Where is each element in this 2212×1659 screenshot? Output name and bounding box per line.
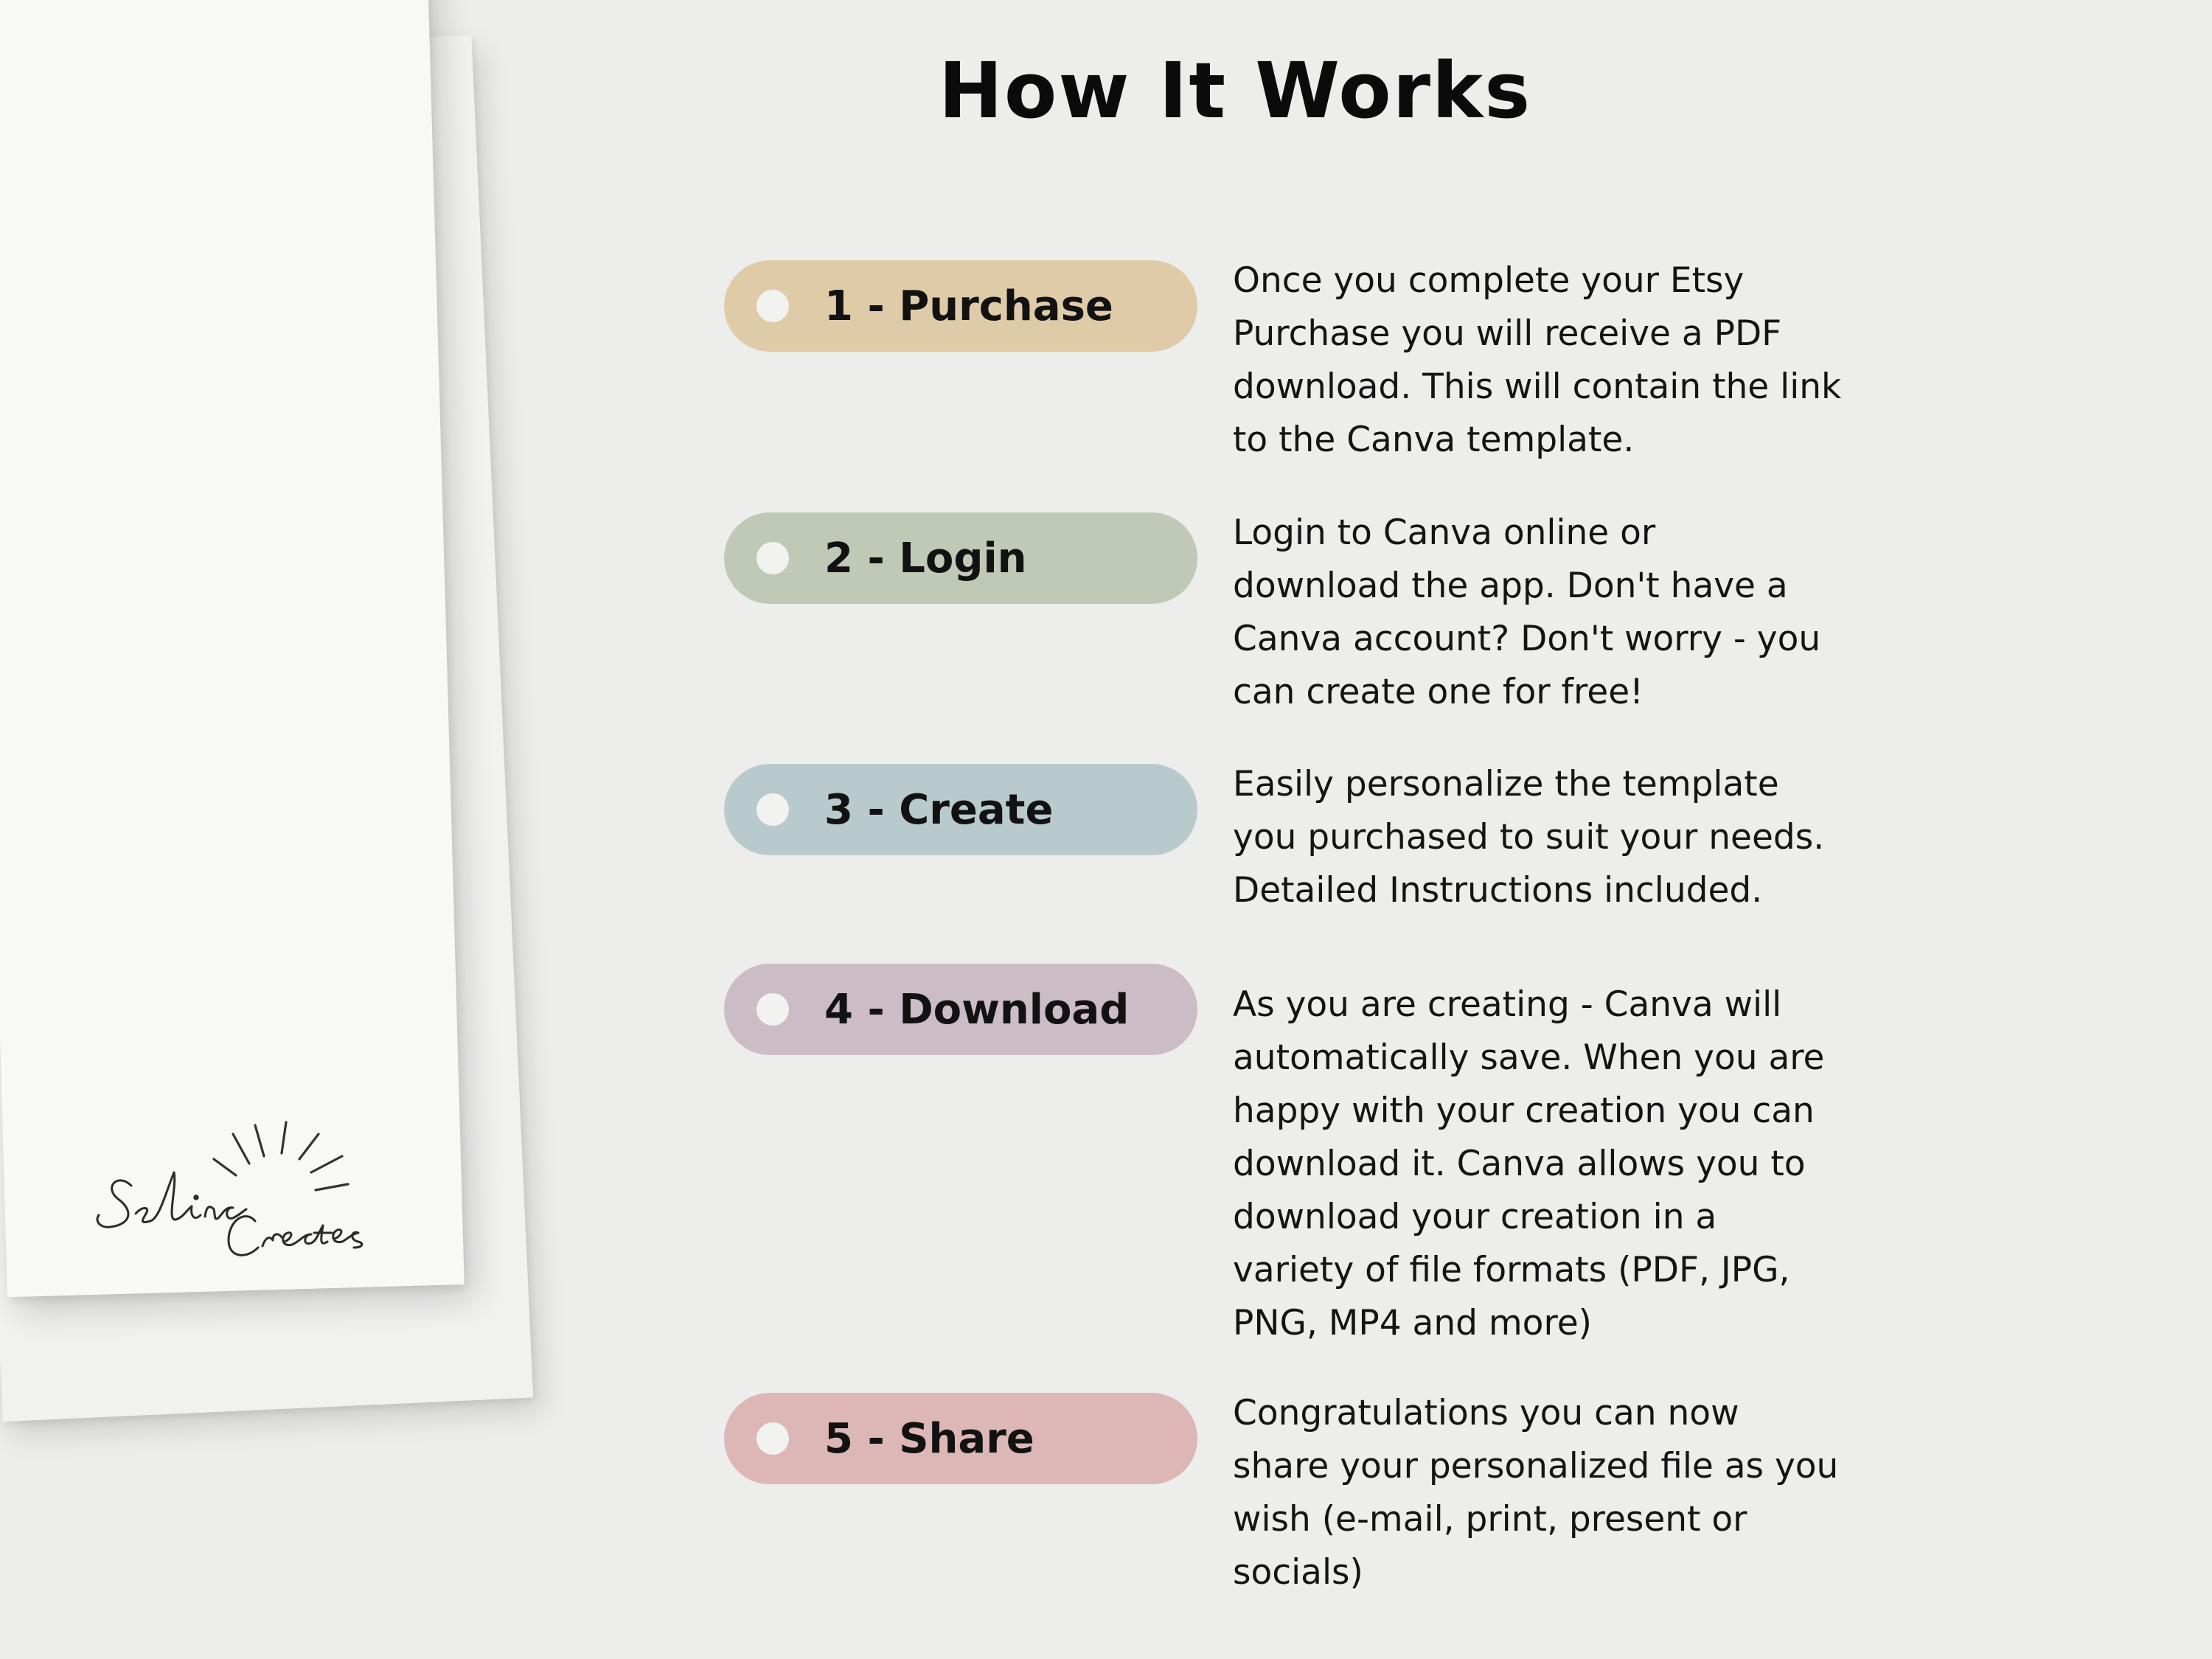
description-line: wish (e-mail, print, present or: [1233, 1499, 1747, 1540]
download-step-pill: [724, 964, 1197, 1055]
share-step-pill: [724, 1393, 1197, 1484]
selina-creates-logo: [88, 1077, 435, 1268]
step-label: 2 - Login: [824, 534, 1027, 582]
description-line: Purchase you will receive a PDF: [1233, 313, 1782, 354]
description-line: variety of file formats (PDF, JPG,: [1233, 1250, 1790, 1290]
description-line: you purchased to suit your needs.: [1233, 817, 1825, 858]
description-line: socials): [1233, 1552, 1363, 1593]
description-line: Login to Canva online or: [1233, 512, 1656, 553]
radio-dot-icon: [757, 290, 789, 322]
step-label: 5 - Share: [824, 1414, 1034, 1463]
description-line: As you are creating - Canva will: [1233, 984, 1782, 1025]
description-line: Once you complete your Etsy: [1233, 260, 1745, 301]
description-line: share your personalized file as you: [1233, 1446, 1839, 1486]
step-description: [1233, 254, 1860, 467]
create-step-pill: [724, 764, 1197, 855]
description-line: to the Canva template.: [1233, 420, 1635, 460]
radio-dot-icon: [757, 542, 789, 574]
description-line: download. This will contain the link: [1233, 366, 1842, 407]
description-line: Easily personalize the template: [1233, 764, 1779, 804]
description-line: happy with your creation you can: [1233, 1091, 1815, 1131]
description-line: download it. Canva allows you to: [1233, 1144, 1806, 1184]
description-line: Canva account? Don't worry - you: [1233, 619, 1821, 659]
step-description: [1233, 758, 1860, 917]
radio-dot-icon: [757, 993, 789, 1026]
description-line: can create one for free!: [1233, 672, 1644, 712]
radio-dot-icon: [757, 1422, 789, 1455]
radio-dot-icon: [757, 793, 789, 826]
description-line: Congratulations you can now: [1233, 1393, 1739, 1433]
description-line: download your creation in a: [1233, 1197, 1717, 1237]
description-line: download the app. Don't have a: [1233, 566, 1788, 606]
login-step-pill: [724, 512, 1197, 604]
step-label: 3 - Create: [824, 785, 1054, 834]
step-description: [1233, 1387, 1860, 1599]
description-line: automatically save. When you are: [1233, 1037, 1825, 1078]
description-line: PNG, MP4 and more): [1233, 1303, 1592, 1343]
step-description: [1233, 507, 1860, 719]
step-label: 4 - Download: [824, 985, 1130, 1034]
description-line: Detailed Instructions included.: [1233, 870, 1763, 911]
step-description: [1233, 978, 1860, 1350]
page-title: How It Works: [938, 46, 1532, 136]
purchase-step-pill: [724, 260, 1197, 352]
sun-rays-icon: [214, 1122, 348, 1190]
step-label: 1 - Purchase: [824, 282, 1113, 330]
